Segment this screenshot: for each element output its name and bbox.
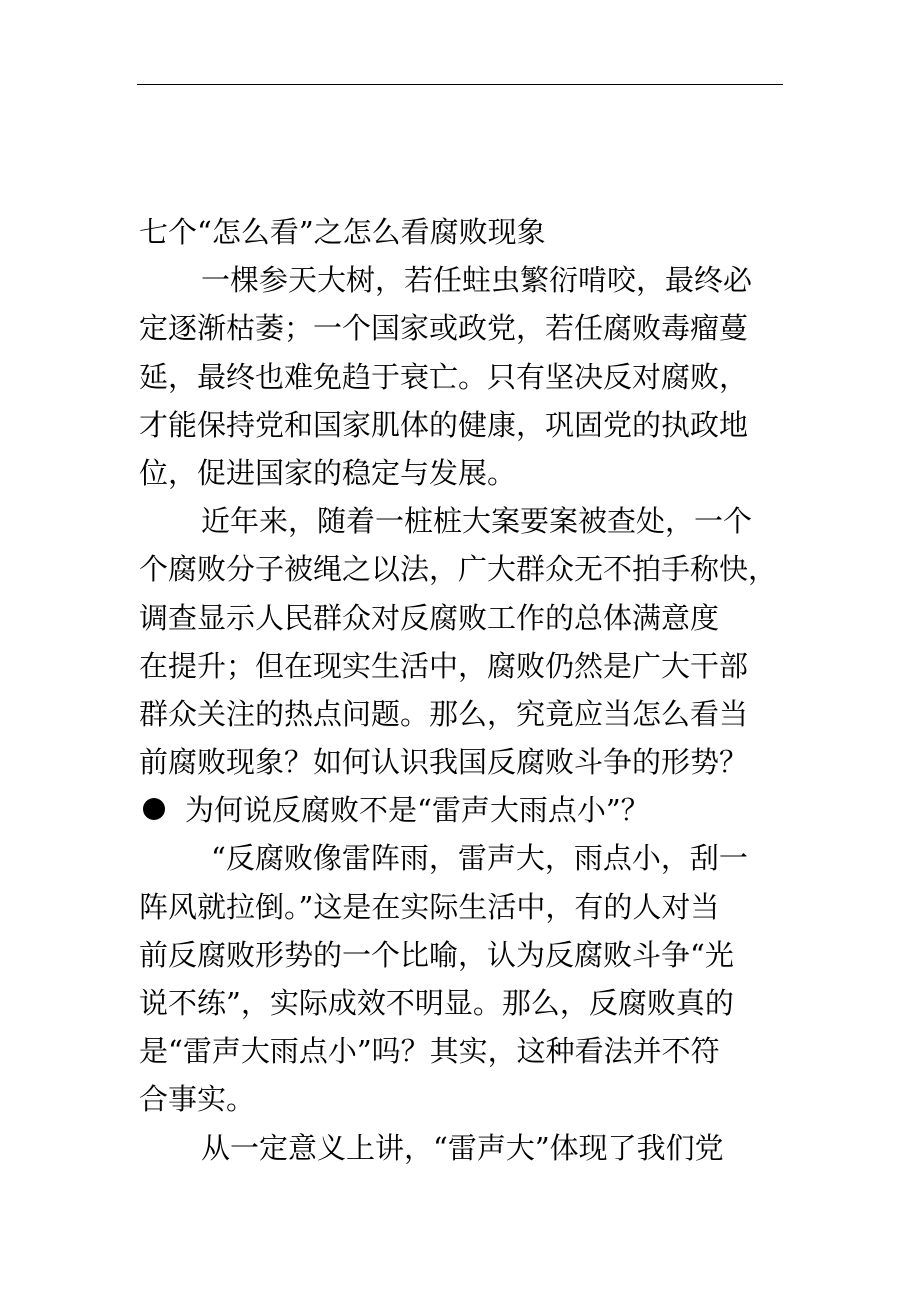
paragraph-line: 合事实。 [139,1082,256,1117]
paragraph-line: 前反腐败形势的一个比喻，认为反腐败斗争“光 [139,937,734,972]
paragraph-line: 位，促进国家的稳定与发展。 [139,455,517,490]
paragraph-line: 延，最终也难免趋于衰亡。只有坚决反对腐败， [139,359,749,394]
paragraph-line: 近年来，随着一桩桩大案要案被查处，一个 [201,504,753,539]
paragraph-line: 调查显示人民群众对反腐败工作的总体满意度 [139,600,720,635]
paragraph-line: 说不练”，实际成效不明显。那么，反腐败真的 [139,986,734,1020]
paragraph-line: 群众关注的热点问题。那么，究竟应当怎么看当 [139,696,749,731]
paragraph-line: “反腐败像雷阵雨，雷声大，雨点小，刮一 [211,841,748,876]
bullet-icon [143,798,165,820]
document-body [139,208,799,1172]
paragraph-1 [139,256,799,497]
paragraph-line: 一棵参天大树，若任蛀虫繁衍啃咬，最终必 [201,263,753,298]
header-rule [137,84,783,85]
paragraph-2 [139,497,799,786]
paragraph-line: 是“雷声大雨点小”吗？其实，这种看法并不符 [139,1034,720,1069]
paragraph-line: 才能保持党和国家肌体的健康，巩固党的执政地 [139,407,749,442]
paragraph-line: 在提升；但在现实生活中，腐败仍然是广大干部 [139,648,749,683]
paragraph-line: 阵风就拉倒。”这是在实际生活中，有的人对当 [139,889,720,924]
paragraph-line: 前腐败现象？如何认识我国反腐败斗争的形势？ [139,745,749,780]
paragraph-3 [139,834,799,1123]
document-title: 七个“怎么看”之怎么看腐败现象 [139,215,546,249]
paragraph-4 [139,1124,799,1172]
paragraph-line: 从一定意义上讲，“雷声大”体现了我们党 [201,1130,724,1165]
section-heading [139,786,799,834]
paragraph-line: 个腐败分子被绳之以法，广大群众无不拍手称快， [139,552,778,587]
section-heading-text: 为何说反腐败不是“雷声大雨点小”？ [185,793,650,828]
paragraph-line: 定逐渐枯萎；一个国家或政党，若任腐败毒瘤蔓 [139,311,749,346]
